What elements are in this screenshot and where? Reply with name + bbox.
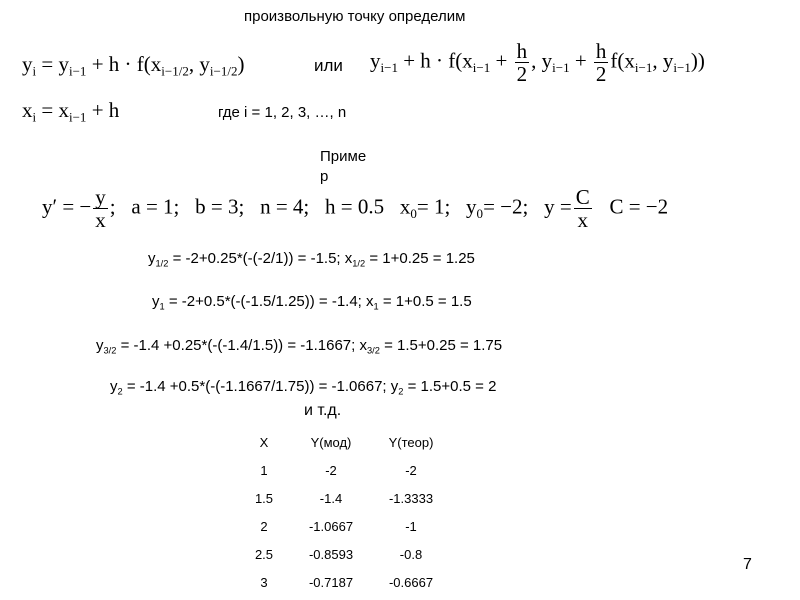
table-cell: -2 [405, 462, 417, 478]
table-cell: -0.6667 [388, 574, 434, 590]
fraction-y-over-x: $\frac{y}{x}$ [95, 185, 106, 233]
table-row [238, 512, 450, 540]
calc-line-1: $y_{1/2} = -2+0.25*(-(-2/1)) = -1.5$; $x_{1/2} = 1+0.25 = 1.25$ [148, 250, 475, 269]
table-cell: -1.0667 [308, 518, 354, 534]
table-cell: -0.7187 [308, 574, 354, 590]
table-cell: -1.3333 [388, 490, 434, 506]
table-row [238, 484, 450, 512]
table-cell: -1.4 [319, 490, 343, 506]
etc-text: и т.д. [304, 402, 342, 419]
fraction-h-over-2: $\frac{h}{2}$ [516, 39, 528, 87]
table-cell: -1 [405, 518, 417, 534]
table-cell: 1 [260, 462, 268, 478]
where-index-text: где i = 1, 2, 3, …, n [218, 104, 347, 121]
table-row [238, 540, 450, 568]
table-cell: 1.5 [254, 490, 274, 506]
formula-yi-expanded: $y_{i-1} + h \cdot f(x_{i-1}$ + $\frac{h}{2}$ , $y_{i-1}$ + $\frac{h}{2}$ $f(x_{i-1}$, $y_{i-1}$)) [370, 39, 705, 87]
table-header-row [238, 428, 450, 456]
formula-yi-midpoint: $y_i = y_{i-1} + h \cdot f(x_{i-1/2}$, $y_{i-1/2}$) [22, 52, 245, 79]
example-title-line1: Приме [320, 148, 367, 165]
column-header-x: X [259, 434, 269, 450]
table-cell: 3 [260, 574, 268, 590]
example-equation-line: y′ = − $\frac{y}{x}$ ; a = 1; b = 3; n = 4; h = 0.5 $x_0= 1$; $y_0= -2$; y = $\frac{C}{x}$ C = −2 [42, 185, 669, 233]
calc-line-4: $y_2 = -1.4 +0.5*(-(-1.1667/1.75)) = -1.0667$; $y_2 = 1.5+0.5 = 2$ [110, 378, 497, 397]
table-cell: 2 [260, 518, 268, 534]
results-table [238, 428, 450, 596]
slide-heading: произвольную точку определим [244, 8, 466, 25]
page-number: 7 [743, 556, 752, 573]
or-word: или [314, 56, 343, 75]
table-cell: -0.8593 [308, 546, 354, 562]
column-header-y-model: Y(мод) [310, 434, 352, 450]
table-cell: 2.5 [254, 546, 274, 562]
calc-line-3: $y_{3/2} = -1.4 +0.25*(-(-1.4/1.5)) = -1.1667$; $x_{3/2} = 1.5+0.25 = 1.75$ [96, 337, 503, 356]
table-cell: -0.8 [399, 546, 423, 562]
fraction-c-over-x: $\frac{C}{x}$ [575, 185, 590, 233]
formula-xi: $x_i = x_{i-1} + h$ [22, 98, 120, 125]
table-row [238, 456, 450, 484]
example-title-line2: р [320, 168, 329, 185]
column-header-y-theory: Y(теор) [388, 434, 434, 450]
calc-line-2: $y_1 = -2+0.5*(-(-1.5/1.25)) = -1.4$; $x_1 = 1+0.5 = 1.5$ [152, 293, 472, 312]
fraction-h-over-2: $\frac{h}{2}$ [595, 39, 607, 87]
table-cell: -2 [325, 462, 337, 478]
table-row [238, 568, 450, 596]
